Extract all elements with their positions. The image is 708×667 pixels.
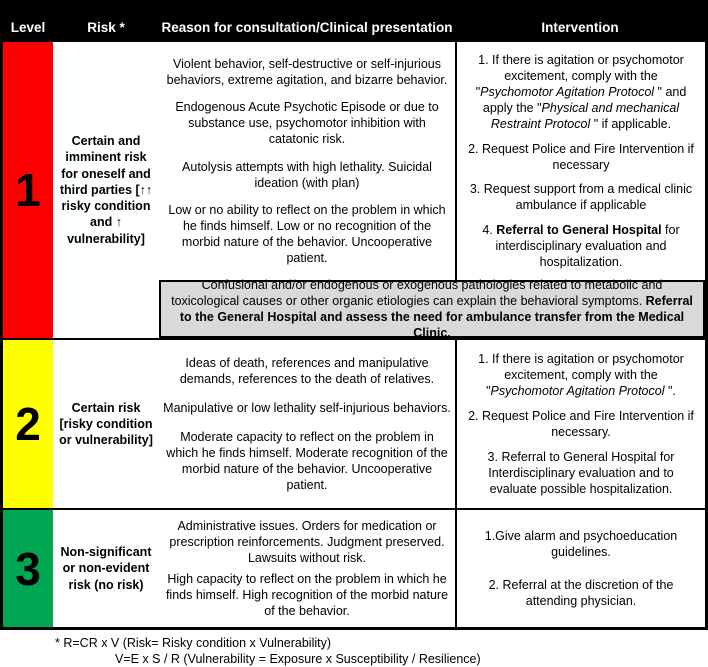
intervention-item <box>465 222 697 270</box>
risk-formula-footnote <box>0 630 708 667</box>
text-segment: ". <box>667 384 676 398</box>
intervention-item: 2. Referral at the discretion of the attending physician. <box>488 577 674 608</box>
reason-paragraph: Ideas of death, references and manipulative demands, references to the death of relatives. <box>179 356 435 386</box>
text-segment: 4. <box>482 222 497 237</box>
text-segment: Psychomotor Agitation Protocol <box>490 384 668 398</box>
table-row-level-1 <box>3 42 705 341</box>
header-reason: Reason for consultation/Clinical presentation <box>161 20 453 36</box>
header-intervention: Intervention <box>541 20 619 36</box>
reason-paragraph: Manipulative or low lethality self-injurious behaviors. <box>163 401 451 415</box>
reason-paragraph: High capacity to reflect on the problem in which he finds himself. High recognition of the morbid nature of the behavior. <box>165 572 449 619</box>
reason-paragraph: Violent behavior, self-destructive or self-injurious behaviors, extreme agitation, and bizarre behavior. <box>166 56 448 87</box>
table-row-level-2 <box>3 338 705 508</box>
text-segment: " and apply the " <box>482 85 687 116</box>
intervention-item <box>465 52 697 132</box>
reason-paragraph: Low or no ability to reflect on the problem in which he finds himself. Low or no recognition of the morbid nature of the behavior. Uncooperative patient. <box>168 203 446 266</box>
text-segment: Confusional and/or endogenous or exogenous pathologies related to metabolic and toxicological causes or other organic etiologies can explain the behavioral symptoms. <box>171 277 663 308</box>
header-risk: Risk * <box>87 20 125 36</box>
reason-paragraph: Autolysis attempts with high lethality. Suicidal ideation (with plan) <box>182 159 432 190</box>
intervention-item: 3. Request support from a medical clinic ambulance if applicable <box>469 182 693 213</box>
intervention-item: 3. Referral to General Hospital for Interdisciplinary evaluation and to evaluate possible hospitalization. <box>487 450 675 496</box>
text-segment: Physical and mechanical Restraint Protocol <box>490 101 680 132</box>
intervention-item: 1.Give alarm and psychoeducation guidelines. <box>484 529 678 560</box>
text-segment: 1. If there is agitation or psychomotor excitement, comply with the " <box>475 53 684 100</box>
reason-cell-level-3 <box>159 510 455 627</box>
risk-cell-level-1: Certain and imminent risk for oneself and third parties [↑↑ risky condition and ↑ vulnerability] <box>59 134 153 246</box>
text-segment: 1. If there is agitation or psychomotor excitement, comply with the " <box>478 352 684 398</box>
row-1-main <box>159 42 705 341</box>
level-1-badge: 1 <box>3 42 53 338</box>
intervention-item: 2. Request Police and Fire Intervention if necessary <box>468 141 694 172</box>
reason-paragraph: Administrative issues. Orders for medication or prescription reinforcements. Judgment preserved. Lawsuits without risk. <box>169 518 445 565</box>
risk-cell-level-3: Non-significant or non-evident risk (no risk) <box>60 545 152 592</box>
reason-paragraph: Endogenous Acute Psychotic Episode or due to substance use, psychomotor inhibition with catatonic risk. <box>175 100 439 147</box>
text-segment: Referral to the General Hospital and assess the need for ambulance transfer from the Medical Clinic. <box>179 293 693 341</box>
reason-cell-level-2 <box>159 340 455 508</box>
level-2-badge: 2 <box>3 340 53 508</box>
footnote-line-1: * R=CR x V (Risk= Risky condition x Vulnerability) <box>55 636 332 650</box>
intervention-cell-level-1 <box>455 42 705 280</box>
reason-paragraph: Moderate capacity to reflect on the problem in which he finds himself. Moderate recognition of the morbid nature of the behavior. Uncooperative patient. <box>166 430 448 492</box>
organic-pathology-note-band <box>159 277 705 341</box>
header-level: Level <box>10 20 46 36</box>
table-header-row <box>3 0 705 42</box>
row-1-columns <box>159 42 705 280</box>
intervention-item: 2. Request Police and Fire Intervention if necessary. <box>468 409 694 439</box>
note-text <box>169 277 695 342</box>
text-segment: Psychomotor Agitation Protocol <box>480 85 658 100</box>
text-segment: for interdisciplinary evaluation and hospitalization. <box>495 222 680 269</box>
intervention-item <box>465 351 697 399</box>
reason-cell-level-1 <box>159 42 455 280</box>
text-segment: Referral to General Hospital <box>496 222 662 237</box>
intervention-cell-level-2 <box>455 340 705 508</box>
risk-cell-level-2: Certain risk [risky condition or vulnerability] <box>59 400 153 448</box>
level-3-badge: 3 <box>3 510 53 627</box>
footnote-line-2: V=E x S / R (Vulnerability = Exposure x Susceptibility / Resilience) <box>115 651 481 666</box>
intervention-cell-level-3 <box>455 510 705 627</box>
text-segment: " if applicable. <box>593 117 672 132</box>
table-row-level-3 <box>3 508 705 627</box>
